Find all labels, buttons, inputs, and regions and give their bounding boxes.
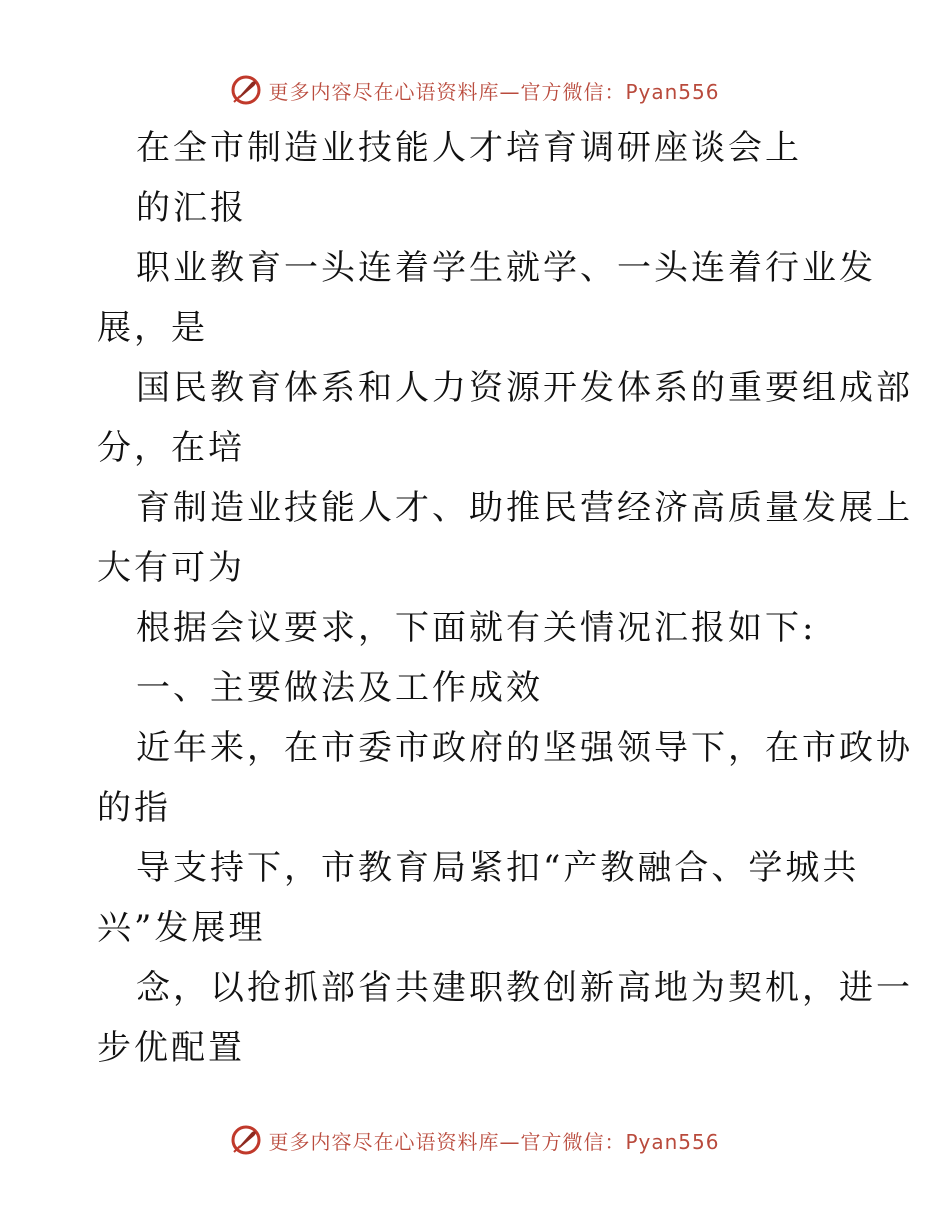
text-line: 近年来，在市委市政府的坚强领导下，在市政协 bbox=[136, 728, 913, 768]
feather-quill-logo-icon bbox=[230, 74, 262, 106]
document-body bbox=[0, 118, 950, 1078]
text-line: 在全市制造业技能人才培育调研座谈会上 bbox=[136, 128, 802, 168]
header-watermark bbox=[0, 70, 950, 110]
text-line: 的汇报 bbox=[136, 188, 247, 228]
text-line: 国民教育体系和人力资源开发体系的重要组成部 bbox=[136, 368, 913, 408]
text-line: 步优配置 bbox=[97, 1028, 245, 1068]
text-line: 根据会议要求，下面就有关情况汇报如下: bbox=[136, 608, 817, 648]
watermark-text: 更多内容尽在心语资料库—官方微信：Pyan556 bbox=[268, 1129, 720, 1154]
text-line: 的指 bbox=[97, 788, 171, 828]
feather-quill-logo-icon bbox=[230, 1124, 262, 1156]
text-line: 大有可为 bbox=[97, 548, 245, 588]
text-line: 分，在培 bbox=[97, 428, 245, 468]
text-line: 导支持下，市教育局紧扣“产教融合、学城共 bbox=[136, 848, 860, 888]
text-line: 展，是 bbox=[97, 308, 208, 348]
text-line: 职业教育一头连着学生就学、一头连着行业发 bbox=[136, 248, 876, 288]
text-line: 念，以抢抓部省共建职教创新高地为契机，进一 bbox=[136, 968, 913, 1008]
footer-watermark bbox=[0, 1120, 950, 1160]
text-line: 兴”发展理 bbox=[97, 908, 266, 948]
watermark-text: 更多内容尽在心语资料库—官方微信：Pyan556 bbox=[268, 79, 720, 104]
text-line: 一、主要做法及工作成效 bbox=[136, 668, 543, 708]
text-line: 育制造业技能人才、助推民营经济高质量发展上 bbox=[136, 488, 913, 528]
